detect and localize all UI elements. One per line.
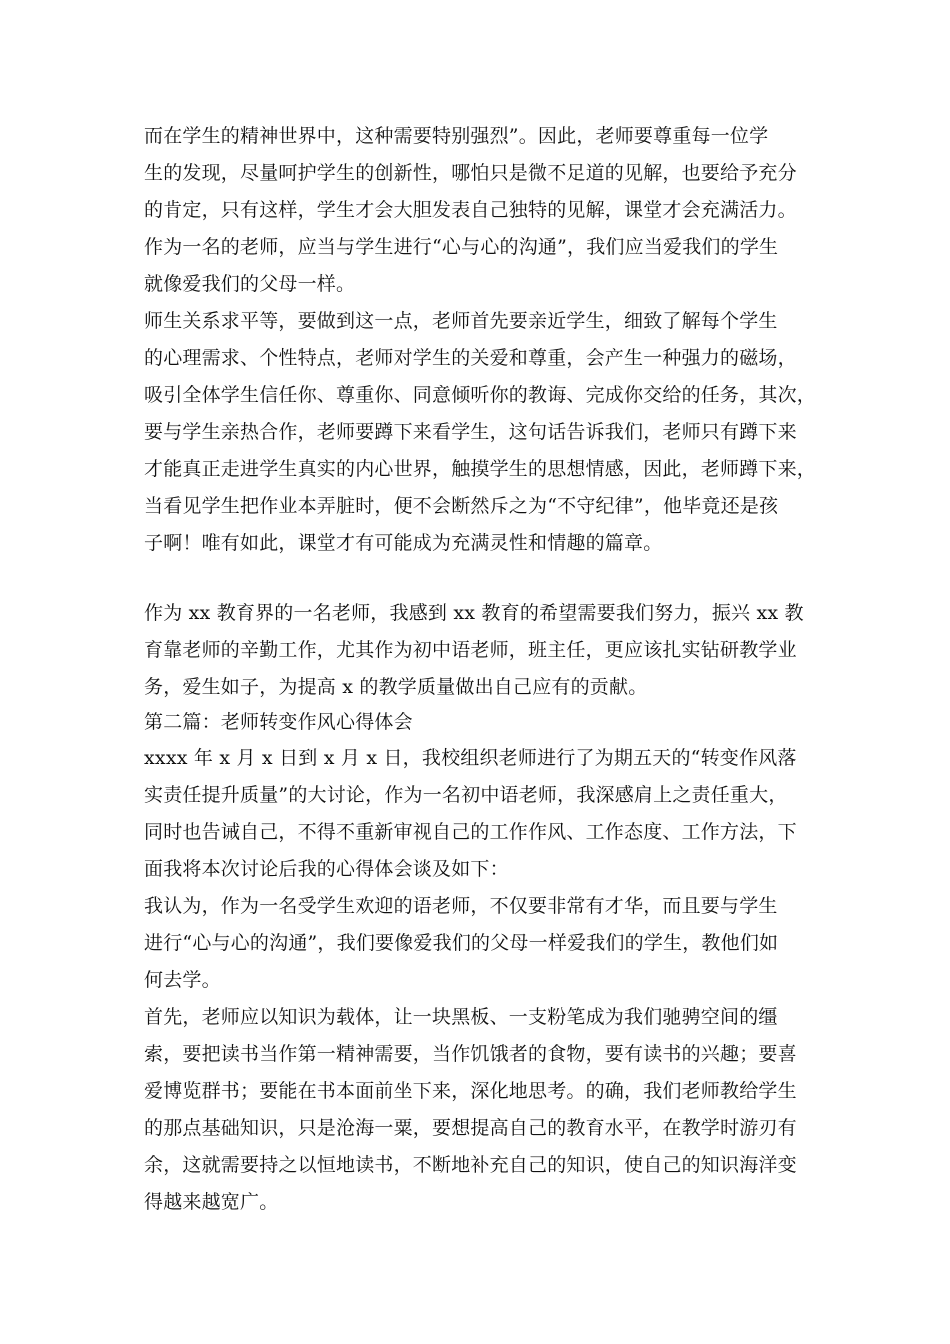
text-line: 作为 xx 教育界的一名老师，我感到 xx 教育的希望需要我们努力，振兴 xx 教 (144, 602, 804, 624)
text-line: 的那点基础知识，只是沧海一粟，要想提高自己的教育水平，在教学时游刃有 (144, 1117, 797, 1139)
text-line: 得越来越宽广。 (144, 1191, 279, 1213)
text-line: 生的发现，尽量呵护学生的创新性，哪怕只是微不足道的见解，也要给予充分 (144, 162, 797, 184)
text-line: 而在学生的精神世界中，这种需要特别强烈”。因此，老师要尊重每一位学 (144, 125, 769, 147)
text-line: 才能真正走进学生真实的内心世界，触摸学生的思想情感，因此，老师蹲下来， (144, 458, 817, 480)
section-heading: 第二篇：老师转变作风心得体会 (144, 711, 413, 733)
text-line: 同时也告诫自己，不得不重新审视自己的工作作风、工作态度、工作方法，下 (144, 821, 797, 843)
text-line: 何去学。 (144, 969, 221, 991)
text-line: 子啊！唯有如此，课堂才有可能成为充满灵性和情趣的篇章。 (144, 532, 663, 554)
text-line: 吸引全体学生信任你、尊重你、同意倾听你的教诲、完成你交给的任务，其次， (144, 384, 817, 406)
text-line: 的心理需求、个性特点，老师对学生的关爱和尊重，会产生一种强力的磁场， (144, 347, 797, 369)
text-line: 作为一名的老师，应当与学生进行“心与心的沟通”，我们应当爱我们的学生 (144, 236, 779, 258)
text-line: 师生关系求平等，要做到这一点，老师首先要亲近学生，细致了解每个学生 (144, 310, 778, 332)
text-line: xxxx 年 x 月 x 日到 x 月 x 日，我校组织老师进行了为期五天的“转变作风落 (144, 747, 797, 769)
text-line: 爱博览群书；要能在书本面前坐下来，深化地思考。的确，我们老师教给学生 (144, 1080, 797, 1102)
text-line: 索，要把读书当作第一精神需要，当作饥饿者的食物，要有读书的兴趣；要喜 (144, 1043, 797, 1065)
text-line: 进行“心与心的沟通”，我们要像爱我们的父母一样爱我们的学生，教他们如 (144, 932, 779, 954)
text-line: 的肯定，只有这样，学生才会大胆发表自己独特的见解，课堂才会充满活力。 (144, 199, 797, 221)
text-line: 务，爱生如子，为提高 x 的教学质量做出自己应有的贡献。 (144, 676, 648, 698)
text-line: 育靠老师的辛勤工作，尤其作为初中语老师，班主任，更应该扎实钻研教学业 (144, 639, 797, 661)
text-line: 当看见学生把作业本弄脏时，便不会断然斥之为“不守纪律”，他毕竟还是孩 (144, 495, 779, 517)
text-line: 首先，老师应以知识为载体，让一块黑板、一支粉笔成为我们驰骋空间的缰 (144, 1006, 778, 1028)
text-line: 面我将本次讨论后我的心得体会谈及如下： (144, 858, 509, 880)
text-line: 就像爱我们的父母一样。 (144, 273, 356, 295)
text-line: 余，这就需要持之以恒地读书，不断地补充自己的知识，使自己的知识海洋变 (144, 1154, 797, 1176)
text-line: 我认为，作为一名受学生欢迎的语老师，不仅要非常有才华，而且要与学生 (144, 895, 778, 917)
text-line: 要与学生亲热合作，老师要蹲下来看学生，这句话告诉我们，老师只有蹲下来 (144, 421, 797, 443)
text-line: 实责任提升质量”的大讨论，作为一名初中语老师，我深感肩上之责任重大， (144, 784, 788, 806)
